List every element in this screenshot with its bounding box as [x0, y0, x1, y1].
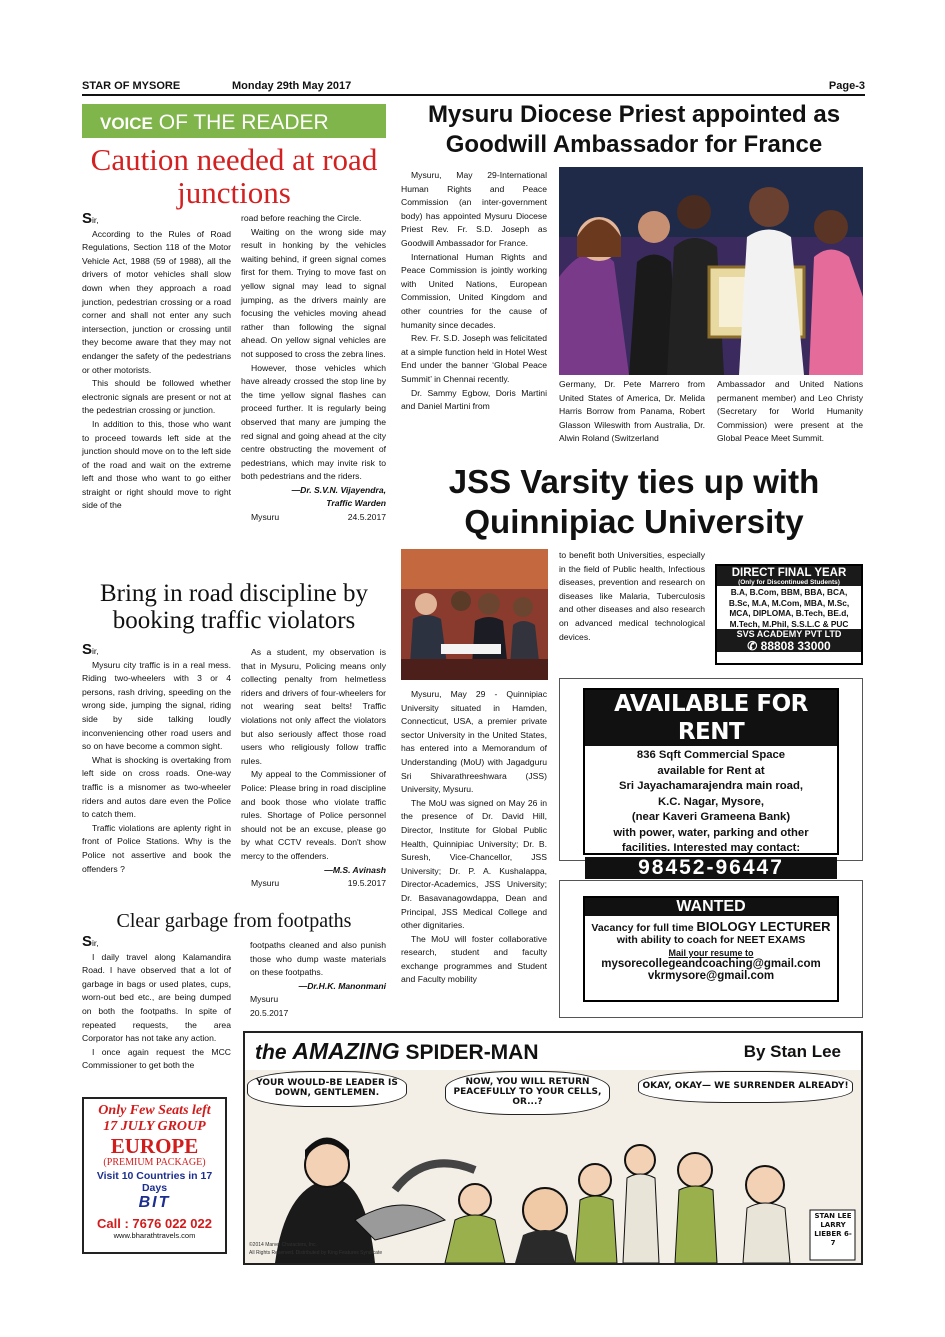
letter2-para-2: What is shocking is overtaking from left side on cross roads. One-way traffic is a misnomer as two-wheeler riders and autos dare even the Police to catch them.	[82, 754, 231, 820]
speech-bubble-3: OKAY, OKAY— WE SURRENDER ALREADY!	[638, 1071, 853, 1103]
svs-ad-phone-row	[717, 640, 861, 652]
svs-ad-subtitle: (Only for Discontinued Students)	[717, 579, 861, 586]
letter2-para-5: My appeal to the Commissioner of Police: Please bring in road discipline and book those who violate traffic rules. Shortage of Police personnel should not be an excuse, please go by what CCTV reveals. Don't show mercy to the offenders.	[241, 769, 386, 861]
wanted-ad-email1: mysorecollegeandcoaching@gmail.com	[601, 958, 821, 970]
speech-bubble-2: NOW, YOU WILL RETURN PEACEFULLY TO YOUR CELLS, OR...?	[445, 1071, 610, 1115]
story1-para-1: Mysuru, May 29-International Human Rights and Peace Commission (an inter-government body) has appointed Mysuru Diocese Priest Rev. Fr. S.D. Joseph as Goodwill Ambassador for France.	[401, 170, 547, 248]
comic-title-post: SPIDER-MAN	[399, 1041, 539, 1064]
rent-line-4: K.C. Nagar, Mysore,	[657, 795, 765, 808]
masthead-rule	[82, 94, 865, 96]
letter2-title: Bring in road discipline by booking traffic violators	[99, 580, 369, 634]
letter2-date: 19.5.2017	[347, 878, 386, 889]
comic-panel	[245, 1070, 861, 1263]
europe-ad-phone: Call : 7676 022 022	[97, 1216, 212, 1231]
wanted-ad-line2: with ability to coach for NEET EXAMS	[616, 934, 806, 946]
story1-headline: Mysuru Diocese Priest appointed as Goodwill Ambassador for France	[427, 101, 841, 158]
story2-para-2: The MoU was signed on May 26 in the presence of Dr. David Hill, Director, Institute for Global Public Health, Quinnipiac University; Dr. B. Suresh, Vice-Chancellor, JSS University; Dr. P. A. Kushalappa, Director-Academics, JSS University; Dr. Basavanagowdappa, Dean and Principal, JSS Medical College and other dignitaries.	[401, 797, 547, 931]
letter3-col-b	[250, 939, 386, 1021]
page-number: Page-3	[828, 80, 865, 92]
letter3-title: Clear garbage from footpaths	[116, 910, 352, 932]
letter1-para-5: Waiting on the wrong side may result in honking by the vehicles waiting behind, if green signal comes first for them. Trying to move fast on yellow signal may lead to signal jumping, as the drivers mainly are focusing the vehicles moving ahead rather than following the signal ahead. On yellow signal vehicles are not supposed to cross the zebra lines.	[241, 226, 386, 359]
svs-course-line-4: M.Tech, M.Phil, S.S.L.C & PUC	[729, 618, 849, 629]
letter1-para-2: This should be followed whether electronic signals are present or not at the pedestrian crossing or junction.	[82, 378, 231, 416]
issue-date: Monday 29th May 2017	[232, 80, 352, 92]
bit-logo: BIT	[138, 1194, 171, 1211]
letter1-place: Mysuru	[251, 512, 280, 523]
rent-line-7: facilities. Interested may contact:	[621, 842, 801, 854]
letter1-signature: —Dr. S.V.N. Vijayendra,	[291, 484, 386, 495]
wanted-ad[interactable]	[559, 880, 863, 1018]
wanted-ad-role: BIOLOGY LECTURER	[696, 919, 831, 934]
europe-ad-line1: Only Few Seats left	[98, 1103, 211, 1118]
story2-intro: to benefit both Universities, especially in the field of Public health, Infectious diseases, prevention and research on diseases like Malaria, Tuberculosis and other diseases and also research on advanced medical technological devices.	[559, 550, 705, 642]
letter1-col-b	[241, 212, 386, 525]
letter2-sir: S	[82, 641, 93, 658]
comic-title	[255, 1038, 539, 1065]
svs-course-line-1: B.A, B.Com, BBM, BBA, BCA,	[730, 587, 848, 597]
letter3-place: Mysuru	[250, 994, 279, 1005]
comic-title-mid: AMAZING	[292, 1038, 400, 1064]
story1-col-3: Ambassador and United Nations permanent member) and Leo Christy (Secretary for World Humanity Commission) were present at the Global Peace Meet Summit.	[717, 379, 863, 444]
letter1-para-6: However, those vehicles which have already crossed the stop line by the time yellow signal flashes can proceed further. It is regularly being observed that many are jumping the red signal and going ahead at the city centre obstructing the movement of pedestrians, which may invite risk to both pedestrians and the riders.	[241, 362, 386, 482]
story1-col-1	[401, 169, 547, 414]
europe-ad-line3: EUROPE	[110, 1134, 199, 1158]
europe-tour-ad[interactable]	[82, 1097, 227, 1254]
letter2-col-b	[241, 646, 386, 891]
rent-line-1: 836 Sqft Commercial Space	[636, 749, 786, 761]
story2-col	[401, 688, 547, 987]
svs-course-line-2: B.Sc, M.A, M.Com, MBA, M.Sc,	[728, 597, 850, 608]
letter2-place: Mysuru	[251, 878, 280, 889]
letter1-col-a	[82, 212, 231, 513]
letter1-sir: S	[82, 210, 93, 227]
letter1-title: Caution needed at road junctions	[90, 142, 378, 211]
letter2-para-4: As a student, my observation is that in Mysuru, Policing means only collecting penalty from helmetless riders and drivers of four-wheelers for not wearing seat belts! Traffic violations not only affect the violators but also seriously affect those road users who religiously follow traffic rules.	[241, 647, 386, 766]
letter3-para-1: I daily travel along Kalamandira Road. I have observed that a lot of garbage in bags or used plates, cups, worn-out bed etc., are being dumped on both the footpaths. In spite of repeated requests, the area Corporator has not take any action.	[82, 951, 231, 1044]
svs-ad-title: DIRECT FINAL YEAR	[717, 566, 861, 579]
rent-ad[interactable]	[559, 678, 863, 879]
letter3-col-a	[82, 935, 231, 1073]
story2-para-1: Mysuru, May 29 - Quinnipiac University situated in Hamden, Connecticut, USA, a premier private sector University in the United States, has entered into a Memorandum of Understanding (MoU) with Jagadguru Sri Shivarathreeshwara (JSS) University, Mysuru.	[401, 689, 547, 795]
rent-line-3: Sri Jayachamarajendra main road,	[619, 780, 803, 792]
speech-bubble-1: YOUR WOULD-BE LEADER IS DOWN, GENTLEMEN.	[247, 1071, 407, 1107]
letter1-date: 24.5.2017	[347, 512, 386, 523]
story1-para-4: Dr. Sammy Egbow, Doris Martini and Daniel Martini from	[401, 387, 547, 412]
voice-label: VOICE	[100, 114, 153, 133]
wanted-ad-email2: vkrmysore@gmail.com	[647, 970, 775, 982]
story1-col-2: Germany, Dr. Pete Marrero from United States of America, Dr. Melida Harris Borrow from Panama, Robert Glasson Wileswith from Australia, Dr. Alwin Roland (Switzerland	[559, 379, 705, 444]
rent-ad-title: AVAILABLE FOR RENT	[585, 690, 837, 746]
paper-name: STAR OF MYSORE	[82, 80, 181, 92]
letter2-signature: —M.S. Avinash	[324, 864, 386, 875]
voice-of-reader-banner	[82, 104, 386, 138]
wanted-ad-line3: Mail your resume to	[668, 948, 754, 958]
letter1-para-4: road before reaching the Circle.	[241, 213, 362, 223]
letter1-designation: Traffic Warden	[326, 498, 386, 509]
wanted-ad-title: WANTED	[585, 898, 837, 916]
rent-line-5: (near Kaveri Grameena Bank)	[631, 811, 791, 823]
letter1-sir-rest: ir,	[92, 215, 99, 225]
voice-label-rest: OF THE READER	[152, 111, 329, 134]
svs-ad-name: SVS ACADEMY PVT LTD	[717, 629, 861, 640]
letter3-date: 20.5.2017	[250, 1007, 289, 1018]
comic-byline: By Stan Lee	[743, 1042, 841, 1061]
europe-ad-line2: 17 JULY GROUP	[103, 1119, 206, 1134]
letter3-sir: S	[82, 933, 93, 950]
letter3-para-3: footpaths cleaned and also punish those who dump waste materials on these footpaths.	[250, 940, 386, 978]
letter1-para-1: According to the Rules of Road Regulations, Section 118 of the Motor Vehicle Act, 1988 (59 of 1988), all the drivers of motor vehicles shall slow down when they approach a road junction, pedestrian crossing or a road corner and shall not enter any such intersection, junction or crossing until they become aware that they may not endanger the safety of the pedestrians or other motorists.	[82, 228, 231, 375]
letter3-signature: —Dr.H.K. Manonmani	[298, 980, 386, 991]
letter2-sir-rest: ir,	[92, 646, 99, 656]
goodwill-ceremony-photo	[559, 167, 863, 375]
svs-ad-courses	[717, 587, 861, 629]
letter3-para-2: I once again request the MCC Commissioner to get both the	[82, 1046, 231, 1071]
europe-ad-line4: (PREMIUM PACKAGE)	[103, 1157, 206, 1168]
spider-man-comic	[243, 1031, 863, 1265]
comic-copyright-2: All Rights Reserved. Distributed by King Features Syndicate	[249, 1250, 383, 1256]
comic-copyright-1: ©2014 Marvel Characters, Inc.	[249, 1242, 317, 1248]
svs-academy-ad[interactable]	[715, 564, 863, 665]
story1-para-3: Rev. Fr. S.D. Joseph was felicitated at a simple function held in Hotel West End under the banner ‘Global Peace Summit’ in Chennai recently.	[401, 333, 548, 384]
story1-para-2: International Human Rights and Peace Commission is jointly working with United Nations, European Commission, United Kingdom and other countries for the cause of humanity since decades.	[401, 251, 547, 330]
rent-line-6: with power, water, parking and other	[613, 826, 809, 839]
europe-ad-web: www.bharathtravels.com	[113, 1231, 196, 1240]
wanted-ad-line1a: Vacancy for full time	[591, 922, 697, 934]
letter2-para-3: Traffic violations are aplenty right in front of Police Stations. Why is the Police not assertive and book the offenders ?	[82, 822, 231, 874]
letter2-para-1: Mysuru city traffic is in a real mess. Riding two-wheelers with 3 or 4 persons, rash driving, speeding on the wrong side, jumping the signal, riding side by side talking loudly inconveniencing other road users and so on have become a common sight.	[82, 659, 231, 752]
phone-icon: ✆	[747, 639, 761, 653]
letter2-col-a	[82, 643, 231, 876]
rent-ad-body	[585, 746, 837, 857]
svs-course-line-3: MCA, DIPLOMA, B.Tech, BE.d,	[729, 608, 849, 618]
story2-headline: JSS Varsity ties up with Quinnipiac University	[448, 463, 820, 540]
svs-ad-phone: 88808 33000	[760, 639, 831, 653]
comic-title-pre: the	[255, 1041, 293, 1064]
rent-ad-phone: 98452-96447	[585, 857, 837, 879]
comic-credit: STAN LEE LARRY LIEBER 6-7	[814, 1212, 852, 1247]
mou-signing-photo	[401, 549, 548, 680]
letter1-para-3: In addition to this, those who want to proceed towards left side at the junction should move on to the left side of the road and wait on the extreme left and those who want to go either straight or right should move to right side of the	[82, 418, 231, 511]
story2-para-3: The MoU will foster collaborative research, student and faculty exchange programmes and Student and Faculty mobility	[401, 933, 547, 985]
rent-line-2: available for Rent at	[657, 764, 765, 777]
europe-ad-line5: Visit 10 Countries in 17 Days	[96, 1170, 213, 1194]
letter3-sir-rest: ir,	[92, 938, 99, 948]
